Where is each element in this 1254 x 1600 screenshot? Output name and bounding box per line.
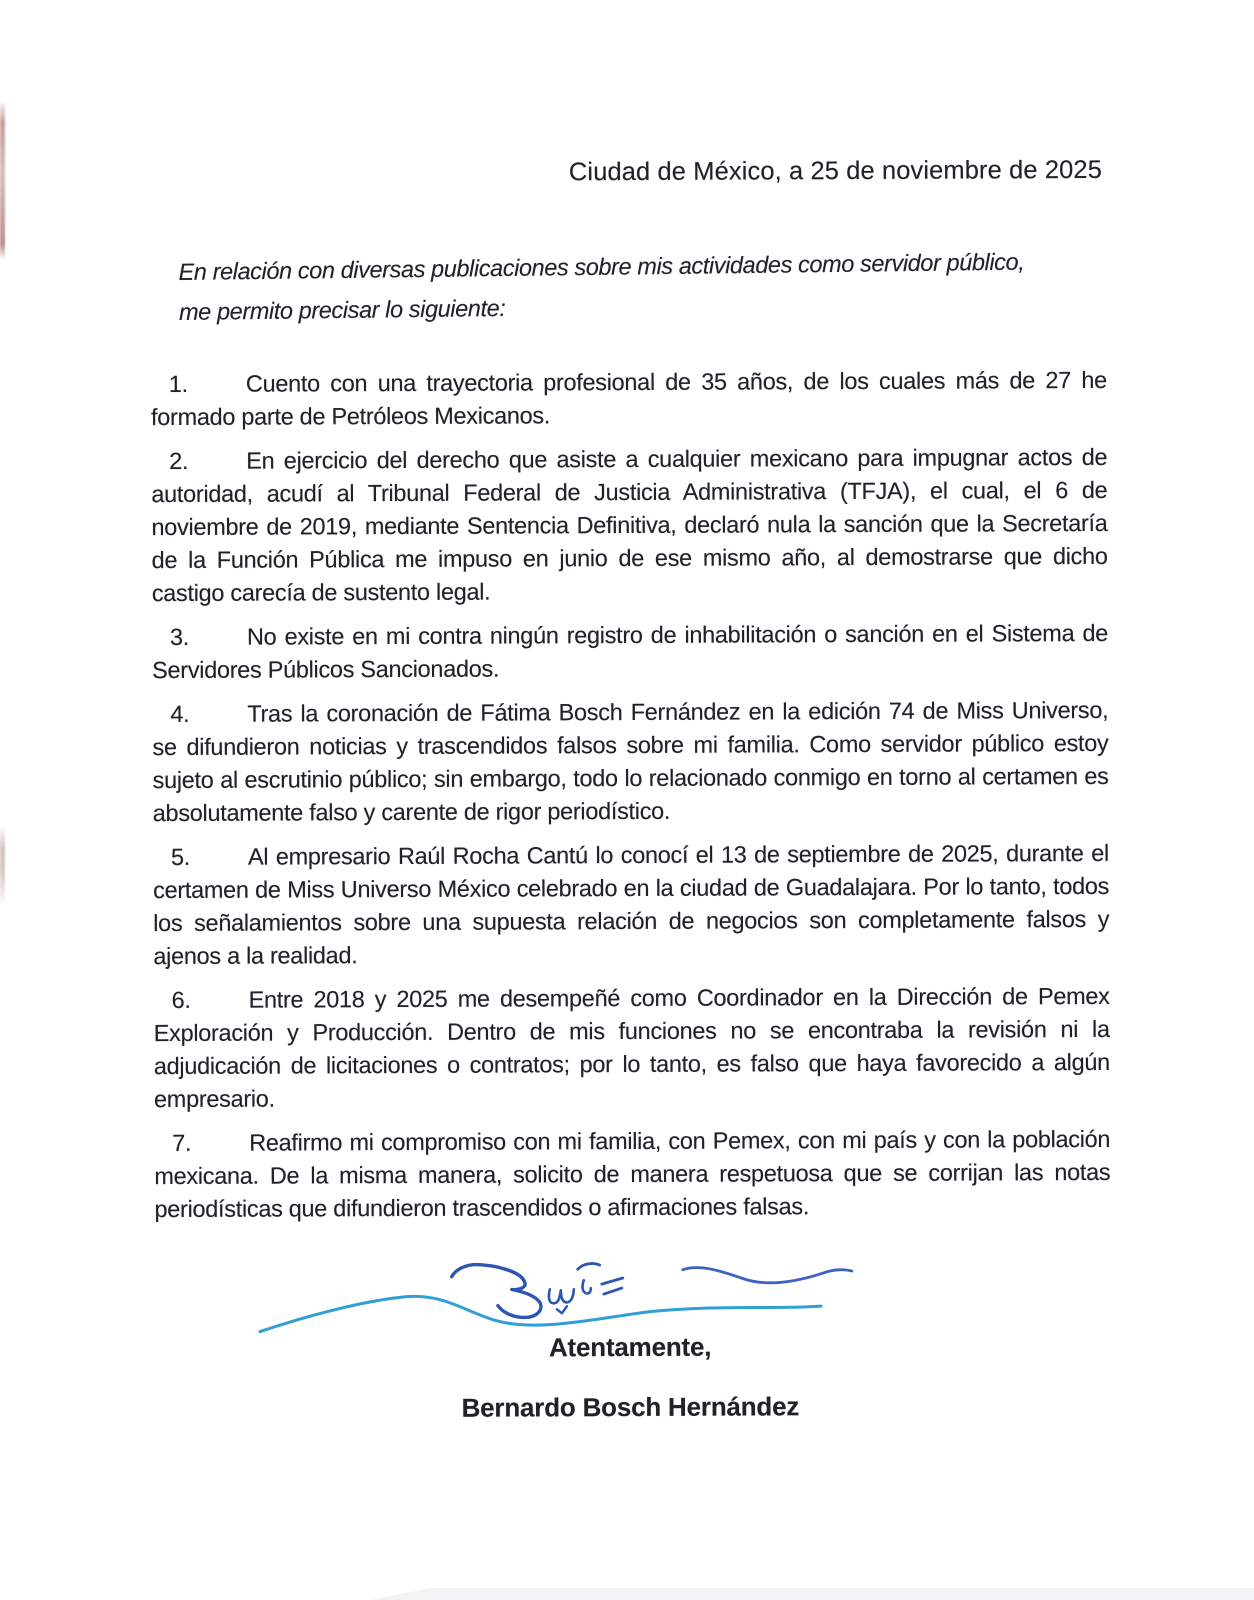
paragraph-text: Tras la coronación de Fátima Bosch Fernández en la edición 74 de Miss Universo, se difundieron noticias y trascendidos falsos sobre mi familia. Como servidor público estoy sujeto al escrutinio público; sin embargo, todo lo relacionado conmigo en torno al certamen es absolutamente falso y carente de rigor periodístico. bbox=[152, 696, 1109, 827]
scan-artifact-left-streak-lower bbox=[0, 826, 5, 904]
signature-tilde-stroke bbox=[578, 1263, 600, 1269]
paragraph-number: 7. bbox=[172, 1129, 192, 1156]
letter-paragraph-3 bbox=[152, 617, 1108, 687]
paragraph-number: 5. bbox=[170, 843, 190, 870]
signature-scrawl-icon bbox=[238, 1231, 868, 1339]
paragraph-text: Entre 2018 y 2025 me desempeñé como Coordinador en la Dirección de Pemex Exploración y Producción. Dentro de mis funciones no se encontraba la revisión ni la adjudicación de licitaciones o contratos; por lo tanto, es falso que haya favorecido a algún empresario. bbox=[153, 982, 1110, 1113]
paragraph-text: Cuento con una trayectoria profesional de 35 años, de los cuales más de 27 he formado parte de Petróleos Mexicanos. bbox=[150, 366, 1107, 431]
intro-line-2: me permito precisar lo siguiente: bbox=[178, 294, 506, 325]
letter-paragraph-1 bbox=[151, 364, 1107, 434]
paragraph-number: 2. bbox=[169, 447, 189, 474]
letter-paragraph-5 bbox=[153, 837, 1110, 973]
paragraph-number: 4. bbox=[170, 700, 190, 727]
signature-dash-lower-stroke bbox=[604, 1288, 622, 1294]
numbered-paragraphs bbox=[151, 364, 1111, 1237]
signatory-name: Bernardo Bosch Hernández bbox=[461, 1391, 800, 1423]
intro-statement bbox=[178, 242, 1025, 332]
closing-salutation: Atentamente, bbox=[548, 1331, 712, 1363]
paragraph-number: 3. bbox=[169, 623, 190, 650]
paragraph-text: En ejercicio del derecho que asiste a cualquier mexicano para impugnar actos de autoridad, acudí al Tribunal Federal de Justicia Administrativa (TFJA), el cual, el 6 de noviembre de 2019, mediante Sentencia Definitiva, declaró nula la sanción que la Secretaría de la Función Pública me impuso en junio de ese mismo año, al demostrarse que dicho castigo carecía de sustento legal. bbox=[151, 443, 1108, 607]
scan-artifact-left-streak-upper bbox=[0, 100, 5, 260]
letter-paragraph-2 bbox=[151, 441, 1108, 610]
date-line: Ciudad de México, a 25 de noviembre de 2025 bbox=[568, 155, 1103, 187]
signature-dash-upper-stroke bbox=[602, 1278, 623, 1284]
paragraph-number: 6. bbox=[171, 986, 191, 1013]
signature-squiggle-stroke bbox=[549, 1289, 574, 1303]
paragraph-text: Al empresario Raúl Rocha Cantú lo conocí el 13 de septiembre de 2025, durante el certamen de Miss Universo México celebrado en la ciudad de Guadalajara. Por lo tanto, todos los señalamientos sobre una supuesta relación de negocios son completamente falsos y ajenos a la realidad. bbox=[153, 839, 1110, 970]
paragraph-text: Reafirmo mi compromiso con mi familia, con Pemex, con mi país y con la población mexicana. De la misma manera, solicito de manera respetuosa que se corrijan las notas periodísticas que difundieron trascendidos o afirmaciones falsas. bbox=[154, 1125, 1111, 1223]
scan-artifact-bottom-band bbox=[370, 1588, 1254, 1600]
signature-upper-right-stroke bbox=[683, 1267, 852, 1283]
paragraph-text: No existe en mi contra ningún registro de inhabilitación o sanción en el Sistema de Servidores Públicos Sancionados. bbox=[152, 619, 1109, 684]
signature-iota-stroke bbox=[582, 1280, 590, 1293]
letter-paragraph-4 bbox=[152, 694, 1109, 830]
paragraph-number: 1. bbox=[168, 370, 188, 397]
letter-paragraph-6 bbox=[153, 980, 1110, 1116]
signature-check-stroke bbox=[557, 1306, 567, 1313]
intro-line-1: En relación con diversas publicaciones sobre mis actividades como servidor público, bbox=[178, 248, 1025, 285]
letter-paragraph-7 bbox=[154, 1123, 1110, 1226]
signature-underline-stroke bbox=[260, 1295, 821, 1332]
